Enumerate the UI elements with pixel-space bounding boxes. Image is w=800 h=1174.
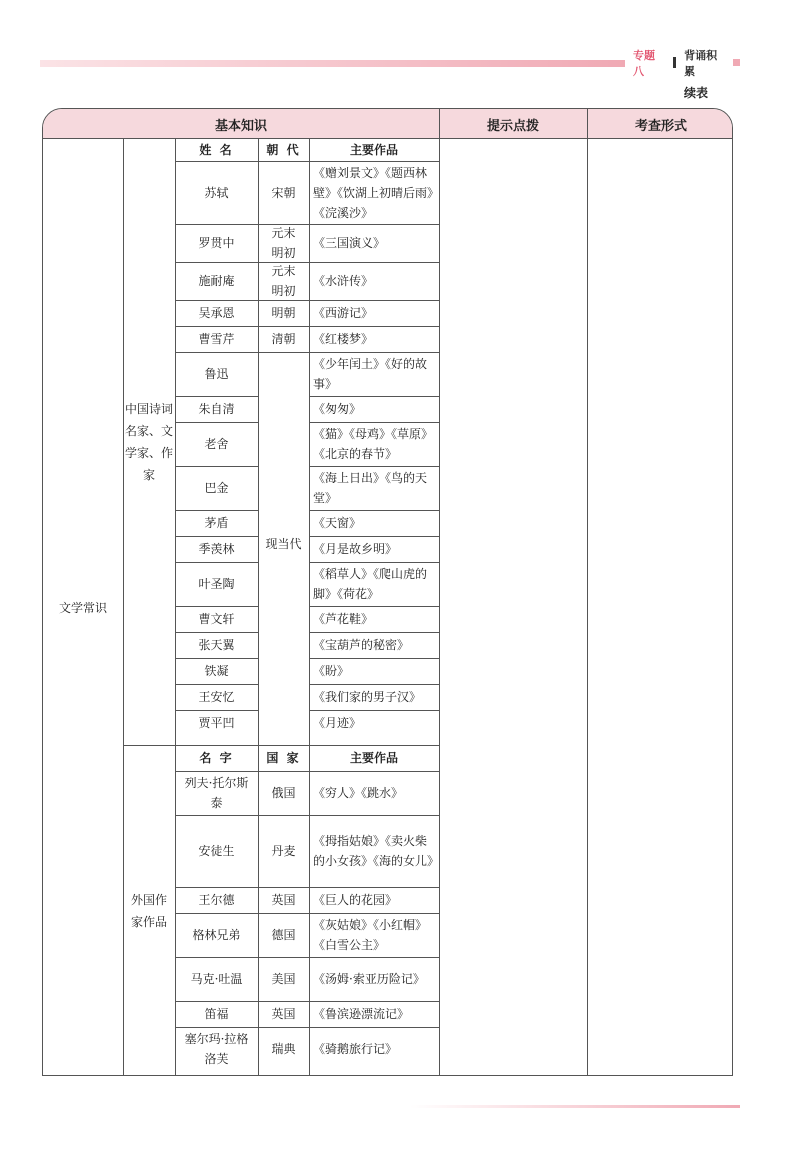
country-cell: 俄国	[271, 786, 296, 800]
header-decor-line	[40, 60, 625, 67]
subhead-works: 主要作品	[349, 751, 398, 765]
country-cell: 美国	[271, 972, 296, 986]
group-label-foreign: 外国作家作品	[131, 893, 168, 929]
works-cell: 《天窗》	[313, 516, 362, 530]
author-name-cell: 塞尔玛·拉格洛芙	[184, 1032, 249, 1066]
header-topic: 专题八	[633, 48, 655, 78]
works-cell: 《月迹》	[313, 716, 362, 730]
country-cell: 丹麦	[271, 844, 296, 858]
subhead-works: 主要作品	[349, 143, 398, 157]
country-cell: 英国	[271, 1007, 296, 1021]
author-name-cell: 鲁迅	[204, 367, 229, 381]
author-name-cell: 吴承恩	[198, 306, 235, 320]
works-cell: 《我们家的男子汉》	[313, 690, 422, 704]
author-name-cell: 曹雪芹	[198, 332, 235, 346]
author-name-cell: 铁凝	[204, 664, 229, 678]
works-cell: 《穷人》《跳水》	[313, 786, 404, 800]
dynasty-cell: 元末明初	[271, 226, 296, 260]
works-cell: 《月是故乡明》	[313, 542, 398, 556]
header-section: 背诵积累	[684, 48, 718, 78]
category-cell: 文学常识	[58, 601, 107, 615]
col-header-hint: 提示点拨	[486, 118, 539, 134]
author-name-cell: 季羡林	[198, 542, 235, 556]
works-cell: 《骑鹅旅行记》	[313, 1042, 398, 1056]
works-cell: 《三国演义》	[313, 236, 386, 250]
author-name-cell: 王安忆	[198, 690, 235, 704]
subhead-name: 名 字	[199, 751, 234, 765]
works-cell: 《盼》	[313, 664, 350, 678]
col-divider	[587, 109, 588, 1076]
country-cell: 德国	[271, 928, 296, 942]
dynasty-cell: 明朝	[271, 306, 296, 320]
works-cell: 《鲁滨逊漂流记》	[313, 1007, 410, 1021]
author-name-cell: 朱自清	[198, 402, 235, 416]
author-name-cell: 笛福	[204, 1007, 229, 1021]
author-name-cell: 苏轼	[204, 185, 229, 200]
works-cell: 《匆匆》	[313, 402, 362, 416]
group-label-chinese: 中国诗词名家、文学家、作家	[124, 402, 173, 482]
country-cell: 瑞典	[271, 1042, 296, 1056]
subhead-dynasty: 朝 代	[266, 143, 301, 157]
works-cell: 《灰姑娘》《小红帽》《白雪公主》	[313, 918, 428, 952]
dynasty-cell: 清朝	[271, 332, 296, 346]
author-name-cell: 曹文轩	[198, 612, 235, 626]
subhead-name: 姓 名	[199, 143, 234, 157]
author-name-cell: 巴金	[204, 481, 229, 495]
author-name-cell: 王尔德	[198, 893, 235, 907]
works-cell: 《赠刘景文》《题西林壁》《饮湖上初晴后雨》《浣溪沙》	[313, 165, 434, 220]
era-modern-cell: 现当代	[265, 537, 302, 551]
author-name-cell: 张天翼	[198, 638, 235, 652]
works-cell: 《汤姆·索亚历险记》	[313, 972, 425, 986]
dynasty-cell: 宋朝	[271, 185, 296, 200]
works-cell: 《西游记》	[313, 306, 374, 320]
works-cell: 《少年闰土》《好的故事》	[313, 357, 428, 391]
works-cell: 《水浒传》	[313, 274, 374, 288]
col-divider	[439, 109, 440, 1076]
running-header	[625, 48, 740, 78]
col-header-basic: 基本知识	[214, 118, 267, 134]
country-cell: 英国	[271, 893, 296, 907]
author-name-cell: 安徒生	[198, 844, 235, 858]
works-cell: 《巨人的花园》	[313, 893, 398, 907]
works-cell: 《猫》《母鸡》《草原》《北京的春节》	[313, 427, 434, 461]
knowledge-table	[42, 108, 733, 1076]
col-header-form: 考查形式	[634, 118, 687, 134]
header-square-icon	[733, 59, 740, 66]
author-name-cell: 茅盾	[204, 516, 229, 530]
author-name-cell: 格林兄弟	[192, 928, 241, 942]
works-cell: 《芦花鞋》	[313, 612, 374, 626]
author-name-cell: 施耐庵	[198, 274, 235, 288]
author-name-cell: 贾平凹	[198, 716, 235, 730]
works-cell: 《海上日出》《鸟的天堂》	[313, 471, 428, 505]
works-cell: 《稻草人》《爬山虎的脚》《荷花》	[313, 567, 428, 601]
author-name-cell: 马克·吐温	[190, 972, 243, 986]
author-name-cell: 罗贯中	[198, 236, 235, 250]
author-name-cell: 老舍	[204, 437, 229, 451]
footer-decor-line	[410, 1105, 740, 1108]
header-divider	[673, 57, 676, 68]
author-name-cell: 列夫·托尔斯泰	[184, 776, 249, 810]
works-cell: 《红楼梦》	[313, 332, 374, 346]
works-cell: 《宝葫芦的秘密》	[313, 638, 410, 652]
author-name-cell: 叶圣陶	[198, 577, 235, 591]
dynasty-cell: 元末明初	[271, 264, 296, 298]
subhead-country: 国 家	[266, 751, 301, 765]
works-cell: 《拇指姑娘》《卖火柴的小女孩》《海的女儿》	[313, 834, 440, 868]
continued-label: 续表	[684, 86, 709, 100]
